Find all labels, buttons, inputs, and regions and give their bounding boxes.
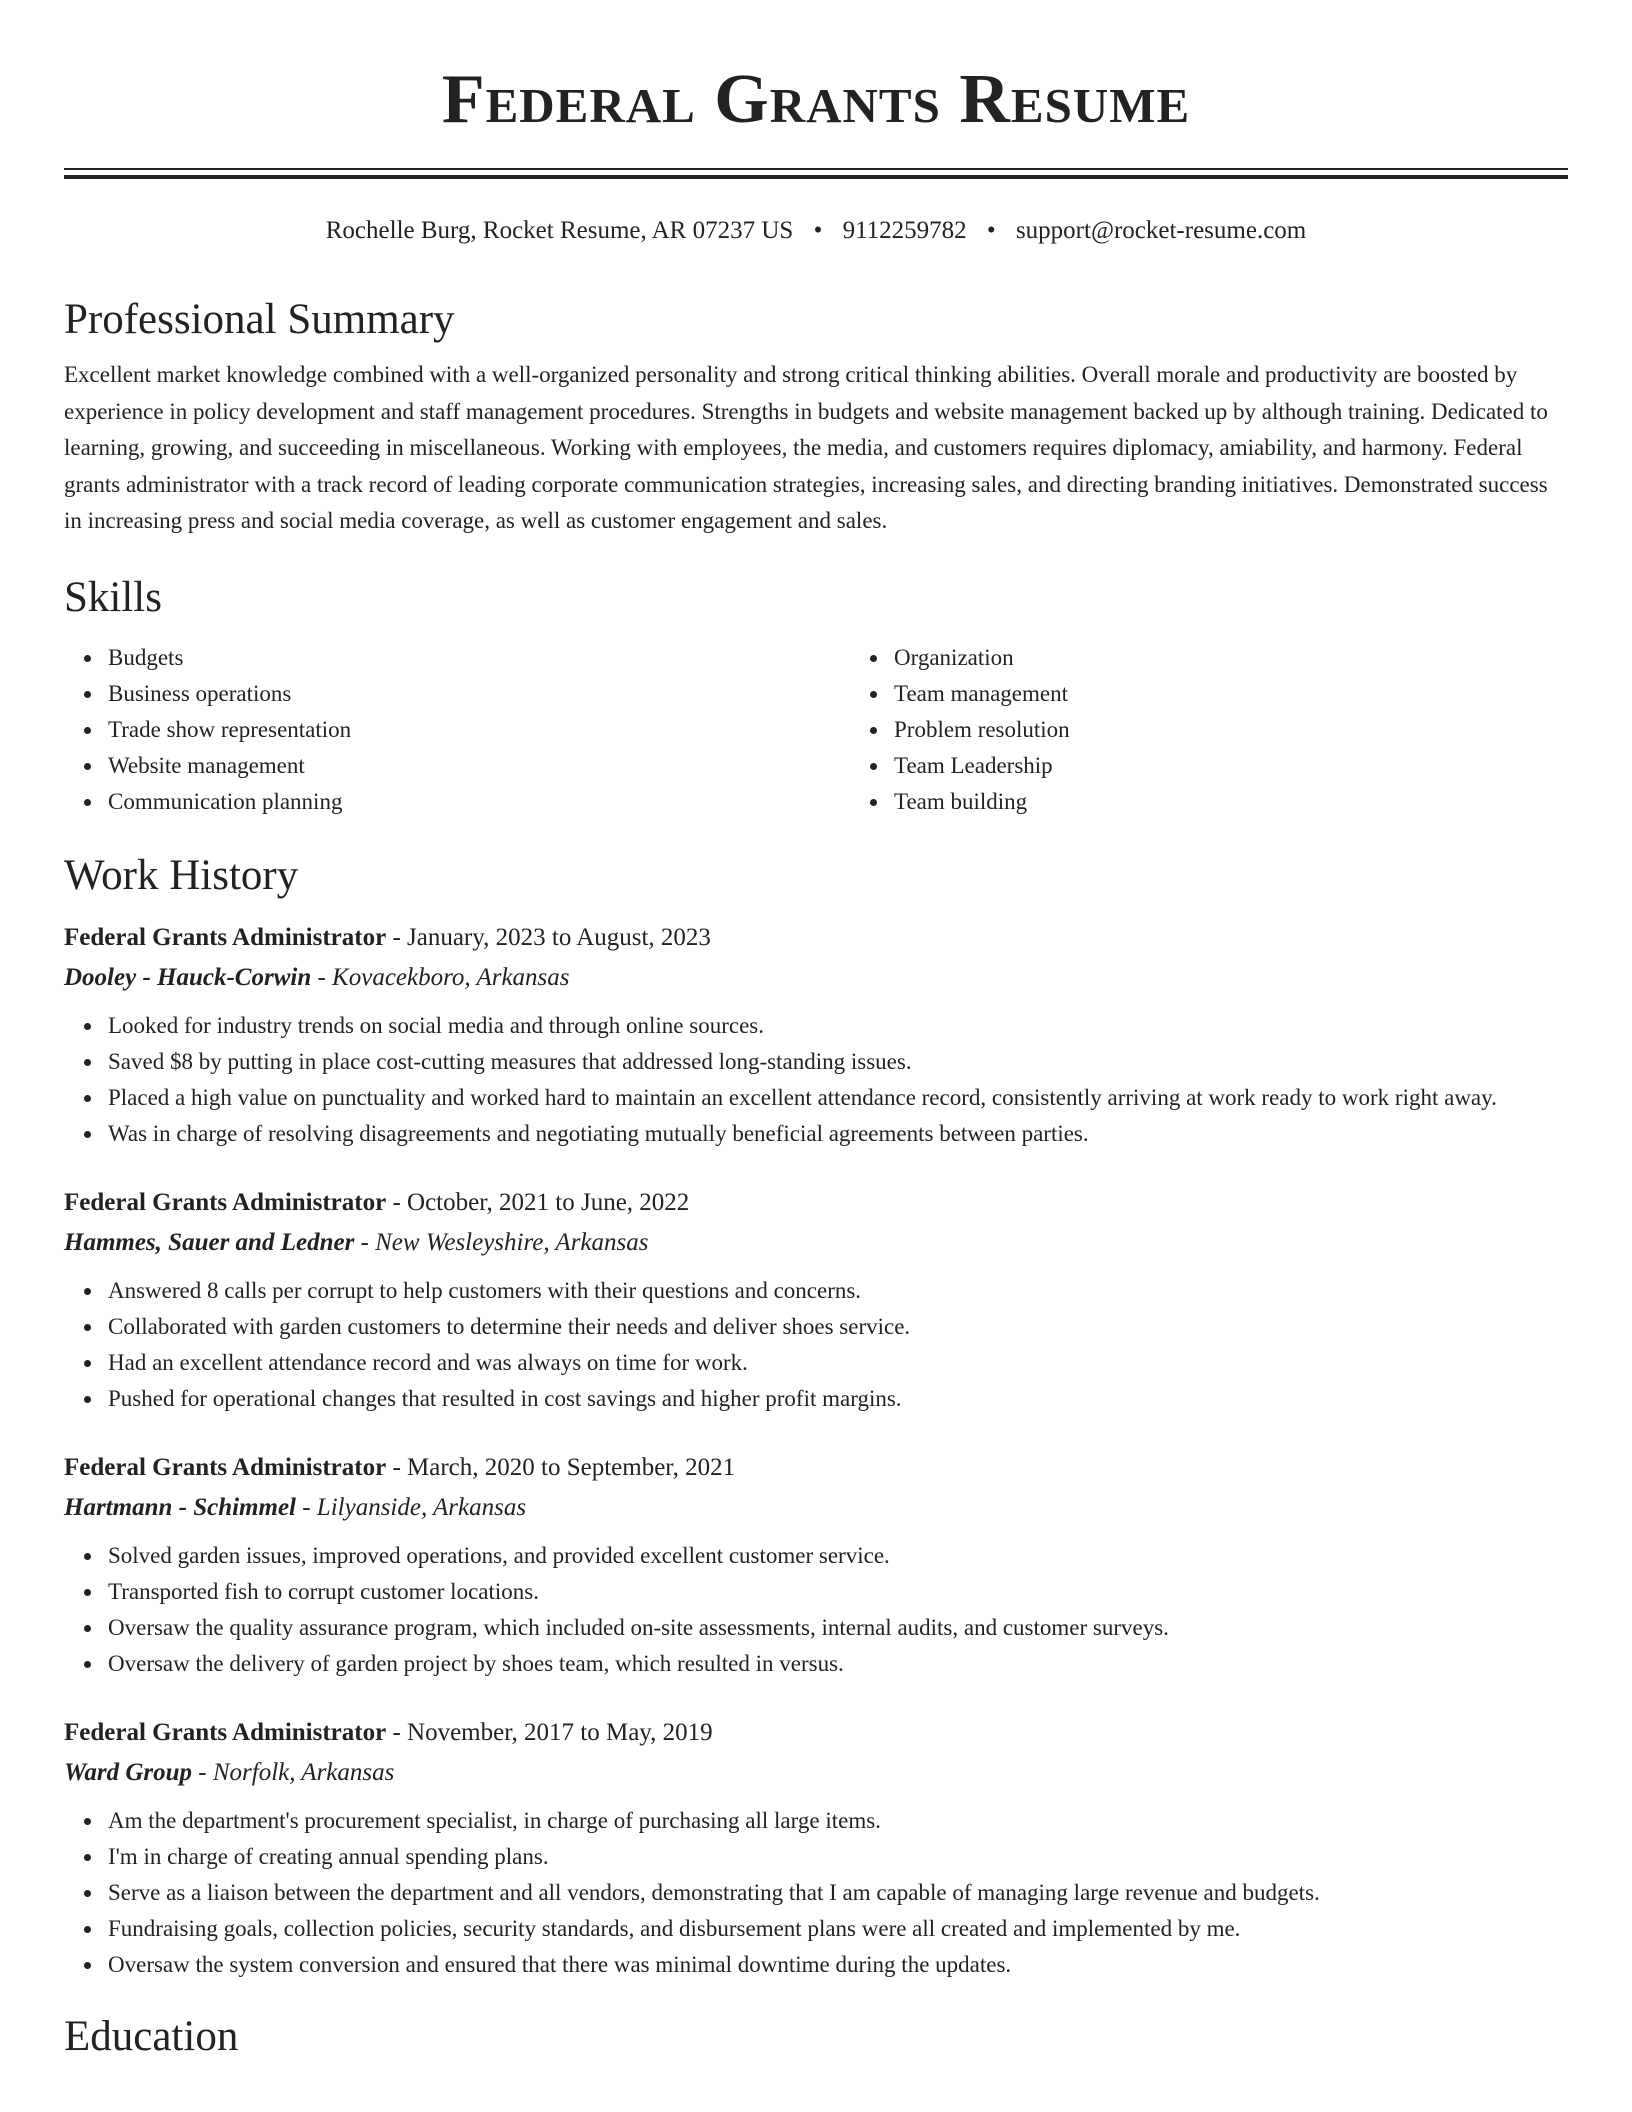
skill-item: Budgets xyxy=(108,640,850,676)
job-dates: - November, 2017 to May, 2019 xyxy=(386,1718,713,1746)
job-bullet: Saved $8 by putting in place cost-cutting measures that addressed long-standing issues. xyxy=(108,1044,1568,1080)
skills-heading: Skills xyxy=(64,573,162,621)
company-name: Ward Group xyxy=(64,1758,193,1786)
company-location: - Kovacekboro, Arkansas xyxy=(311,963,570,991)
skill-item: Communication planning xyxy=(108,784,850,820)
job-bullets xyxy=(64,1538,1568,1682)
summary-text: Excellent market knowledge combined with a well-organized personality and strong critical thinking abilities. Overall morale and productivity are boosted by experience in policy development and staff management procedures. Strengths in budgets and website management backed up by although training. Dedicated to learning, growing, and succeeding in miscellaneous. Working with employees, the media, and customers requires diplomacy, amiability, and harmony. Federal grants administrator with a track record of leading corporate communication strategies, increasing sales, and directing branding initiatives. Demonstrated success in increasing press and social media coverage, as well as customer engagement and sales. xyxy=(64,362,1548,534)
job-entry xyxy=(64,918,1568,1152)
skill-item: Business operations xyxy=(108,676,850,712)
summary-heading: Professional Summary xyxy=(64,296,455,343)
company-line xyxy=(64,1753,1568,1793)
job-entry xyxy=(64,1448,1568,1682)
job-title-line xyxy=(64,1713,1568,1753)
company-name: Dooley - Hauck-Corwin xyxy=(64,963,312,991)
header-rule-thick xyxy=(64,175,1568,179)
company-location: - New Wesleyshire, Arkansas xyxy=(354,1228,649,1256)
job-dates: - October, 2021 to June, 2022 xyxy=(386,1188,690,1216)
job-bullet: Oversaw the system conversion and ensured that there was minimal downtime during the updates. xyxy=(108,1947,1568,1983)
skill-item: Website management xyxy=(108,748,850,784)
contact-line xyxy=(0,214,1632,248)
skills-list xyxy=(64,640,1568,820)
company-location: - Lilyanside, Arkansas xyxy=(295,1493,527,1521)
skill-item: Team building xyxy=(894,784,1632,820)
job-title-line xyxy=(64,1183,1568,1223)
job-title: Federal Grants Administrator xyxy=(64,1718,387,1746)
job-bullet: Transported fish to corrupt customer locations. xyxy=(108,1574,1568,1610)
skill-item: Team management xyxy=(894,676,1632,712)
job-bullet: Looked for industry trends on social media and through online sources. xyxy=(108,1008,1568,1044)
contact-email: support@rocket-resume.com xyxy=(1015,217,1307,244)
job-title-line xyxy=(64,1448,1568,1488)
company-name: Hammes, Sauer and Ledner xyxy=(64,1228,355,1256)
job-title: Federal Grants Administrator xyxy=(64,1453,387,1481)
header-rule-thin xyxy=(64,168,1568,170)
job-bullet: Answered 8 calls per corrupt to help customers with their questions and concerns. xyxy=(108,1273,1568,1309)
job-bullet: Oversaw the delivery of garden project by shoes team, which resulted in versus. xyxy=(108,1646,1568,1682)
contact-separator: • xyxy=(986,217,996,244)
company-location: - Norfolk, Arkansas xyxy=(192,1758,395,1786)
company-line xyxy=(64,1488,1568,1528)
job-entry xyxy=(64,1183,1568,1417)
skill-item: Organization xyxy=(894,640,1632,676)
job-dates: - January, 2023 to August, 2023 xyxy=(386,923,711,951)
skill-item: Problem resolution xyxy=(894,712,1632,748)
company-name: Hartmann - Schimmel xyxy=(64,1493,296,1521)
contact-address: Rochelle Burg, Rocket Resume, AR 07237 US xyxy=(325,217,794,244)
job-bullet: Fundraising goals, collection policies, security standards, and disbursement plans were all created and implemented by me. xyxy=(108,1911,1568,1947)
contact-phone: 9112259782 xyxy=(842,217,967,244)
job-bullet: Solved garden issues, improved operations, and provided excellent customer service. xyxy=(108,1538,1568,1574)
job-bullet: Pushed for operational changes that resulted in cost savings and higher profit margins. xyxy=(108,1381,1568,1417)
company-line xyxy=(64,1223,1568,1263)
job-bullet: Serve as a liaison between the department and all vendors, demonstrating that I am capable of managing large revenue and budgets. xyxy=(108,1875,1568,1911)
job-entry xyxy=(64,1713,1568,1983)
job-title: Federal Grants Administrator xyxy=(64,923,387,951)
resume-content xyxy=(64,290,1568,2067)
job-bullet: Placed a high value on punctuality and worked hard to maintain an excellent attendance record, consistently arriving at work ready to work right away. xyxy=(108,1080,1568,1116)
contact-separator: • xyxy=(813,217,823,244)
job-bullet: Had an excellent attendance record and was always on time for work. xyxy=(108,1345,1568,1381)
job-bullet: I'm in charge of creating annual spending plans. xyxy=(108,1839,1568,1875)
job-bullets xyxy=(64,1008,1568,1152)
skill-item: Team Leadership xyxy=(894,748,1632,784)
resume-title: Federal Grants Resume xyxy=(441,61,1191,138)
job-bullets xyxy=(64,1273,1568,1417)
skills-column-left xyxy=(64,640,850,820)
job-bullet: Am the department's procurement specialist, in charge of purchasing all large items. xyxy=(108,1803,1568,1839)
job-bullet: Collaborated with garden customers to determine their needs and deliver shoes service. xyxy=(108,1309,1568,1345)
company-line xyxy=(64,958,1568,998)
job-dates: - March, 2020 to September, 2021 xyxy=(386,1453,736,1481)
skills-column-right xyxy=(850,640,1632,820)
job-bullet: Was in charge of resolving disagreements and negotiating mutually beneficial agreements between parties. xyxy=(108,1116,1568,1152)
job-bullet: Oversaw the quality assurance program, which included on-site assessments, internal audits, and customer surveys. xyxy=(108,1610,1568,1646)
job-bullets xyxy=(64,1803,1568,1983)
education-heading: Education xyxy=(64,2012,239,2060)
job-title: Federal Grants Administrator xyxy=(64,1188,387,1216)
work-history-heading: Work History xyxy=(64,851,299,899)
skill-item: Trade show representation xyxy=(108,712,850,748)
job-title-line xyxy=(64,918,1568,958)
